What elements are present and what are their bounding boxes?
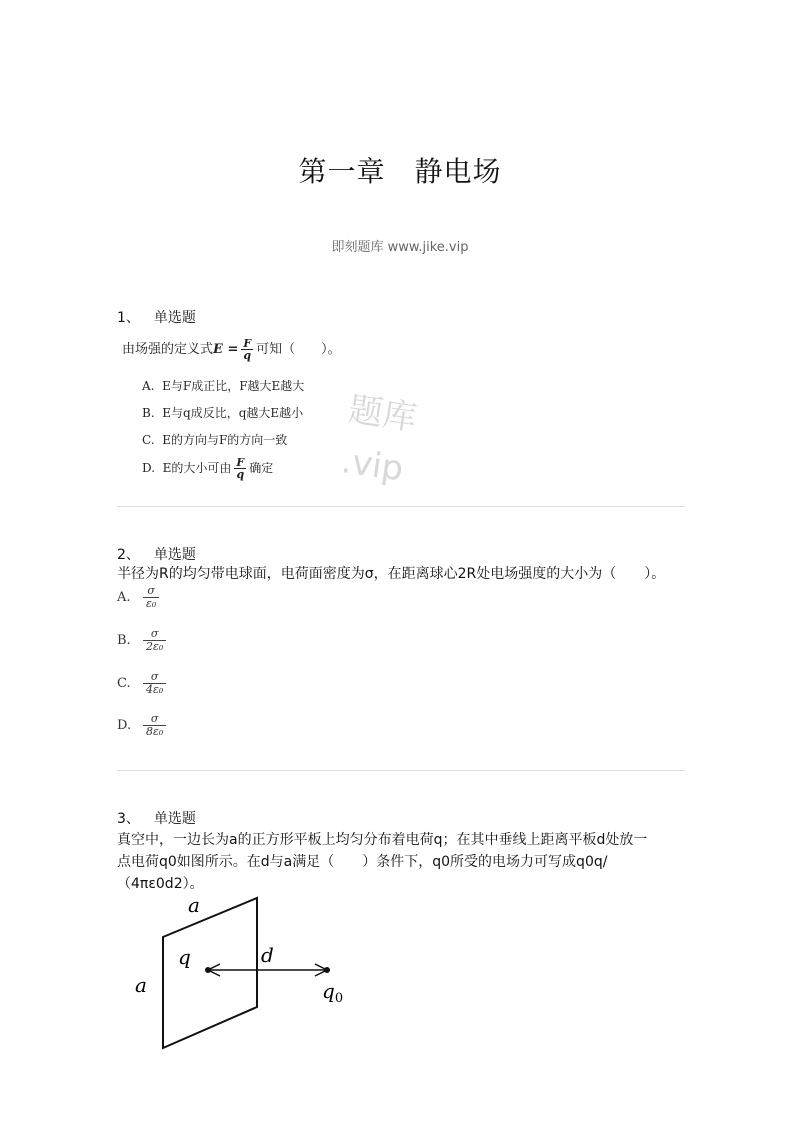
question-type: 单选题: [153, 811, 196, 827]
source-line: 即刻题库 www.jike.vip: [331, 240, 469, 255]
question-1-option-c[interactable]: C. E的方向与F的方向一致: [142, 433, 288, 447]
page-title: 第一章 静电场: [298, 155, 502, 188]
formula-fraction: $\frac{F}{q}$: [243, 337, 252, 362]
question-3-stem-line-1: 真空中，一边长为a的正方形平板上均匀分布着电荷q；在其中垂线上距离平板d处放一: [117, 832, 648, 848]
question-1-stem: 由场强的定义式E = $\frac{F}{q}$ 可知（ ）。: [122, 337, 341, 362]
square-plate: [163, 898, 257, 1048]
question-type: 单选题: [153, 547, 196, 563]
label-left-side: a: [135, 973, 147, 997]
watermark: 题库 .vip: [338, 389, 420, 490]
question-2-stem: 半径为R的均匀带电球面，电荷面密度为σ，在距离球心2R处电场强度的大小为（ ）。: [117, 566, 666, 582]
plate-center-dot: [205, 967, 211, 973]
label-charge: q: [178, 945, 191, 969]
question-number: 2、: [117, 547, 140, 563]
question-2-option-a[interactable]: A. $\frac{\sigma}{\text{ε₀}}$: [117, 585, 159, 610]
question-2-option-d[interactable]: D. $\frac{\sigma}{\text{8ε₀}}$: [117, 713, 166, 738]
divider: [117, 506, 685, 507]
question-number: 1、: [117, 310, 140, 326]
option-fraction: $\frac{\sigma}{\text{ε₀}}$: [143, 585, 159, 610]
label-point-charge: $q_0$: [322, 979, 344, 1006]
label-top-side: a: [188, 893, 200, 917]
question-1-option-b[interactable]: B. E与q成反比，q越大E越小: [142, 406, 304, 420]
question-1-header: [117, 307, 196, 327]
question-1-option-d[interactable]: D. E的大小可由 $\frac{F}{q}$ 确定: [142, 456, 274, 481]
divider: [117, 770, 685, 771]
square-plate-figure: [120, 890, 360, 1060]
point-charge-dot: [324, 967, 330, 973]
question-3-header: [117, 808, 196, 828]
question-type: 单选题: [153, 310, 196, 326]
question-2-header: [117, 544, 196, 564]
question-2-option-b[interactable]: B. $\frac{\sigma}{\text{2ε₀}}$: [117, 628, 166, 653]
option-fraction: $\frac{\sigma}{\text{8ε₀}}$: [143, 713, 166, 738]
question-3-stem-line-3: （4πε0d2）。: [117, 876, 204, 892]
question-2-option-c[interactable]: C. $\frac{\sigma}{\text{4ε₀}}$: [117, 671, 166, 696]
option-fraction: $\frac{F}{q}$: [236, 456, 245, 481]
question-1-option-a[interactable]: A. E与F成正比，F越大E越大: [142, 379, 305, 393]
question-3-stem-line-2: 点电荷q0如图所示。在d与a满足（ ）条件下，q0所受的电场力可写成q0q/: [117, 854, 608, 870]
label-distance: d: [261, 943, 274, 967]
option-fraction: $\frac{\sigma}{\text{4ε₀}}$: [143, 671, 166, 696]
question-number: 3、: [117, 811, 140, 827]
option-fraction: $\frac{\sigma}{\text{2ε₀}}$: [143, 628, 166, 653]
